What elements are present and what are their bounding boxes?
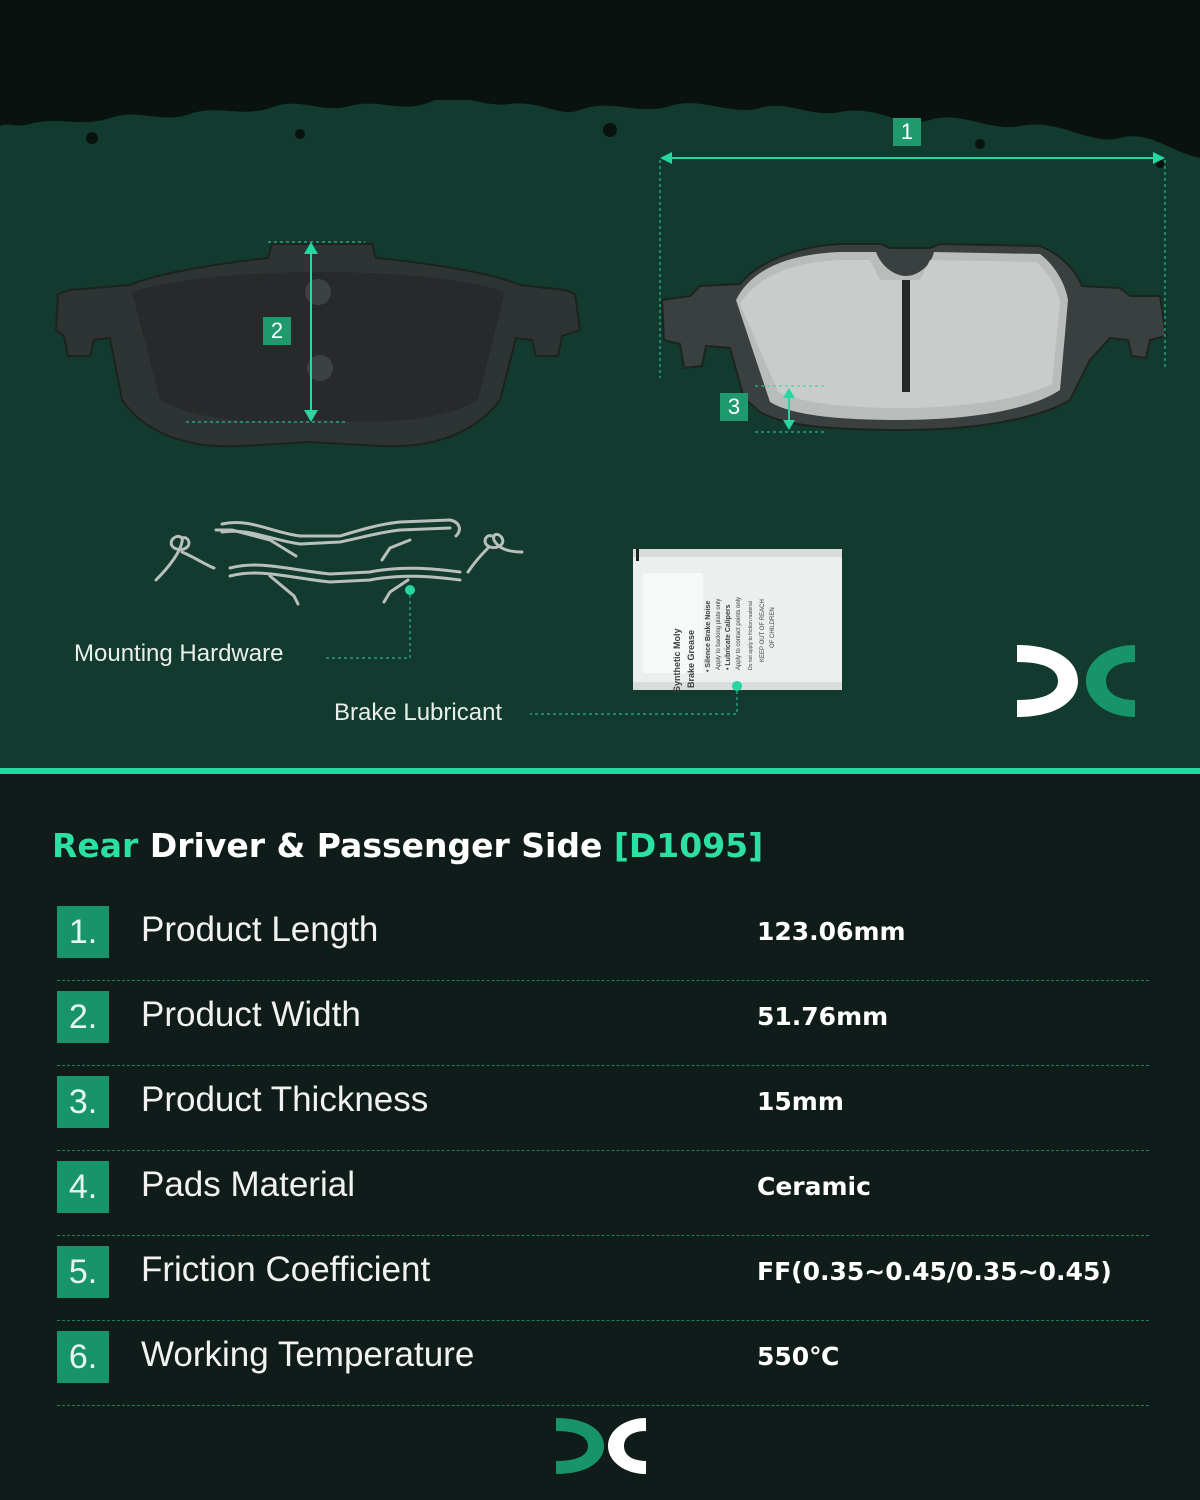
spec-row [57,1325,1149,1410]
brand-logo-icon [1017,645,1135,717]
packet-line-9: OF CHILDREN [770,607,776,648]
packet-line-1: Synthetic Moly [672,628,682,692]
packet-line-8: KEEP OUT OF REACH [760,599,766,662]
spec-label: Product Length [141,910,379,949]
hardware-callout-dot [405,585,415,595]
row-separator [57,1150,1149,1151]
brake-lubricant-label: Brake Lubricant [334,699,503,726]
title-position: Rear [52,826,139,865]
packet-line-5: • Lubricate Calipers [725,604,732,670]
spec-row [57,1155,1149,1240]
spec-index: 5. [57,1246,109,1298]
brand-logo-icon [540,1412,660,1482]
row-separator [57,1320,1149,1321]
spec-row [57,900,1149,985]
mounting-hardware-label: Mounting Hardware [74,640,284,667]
dimension-tag-2: 2 [263,317,291,345]
spec-index: 2. [57,991,109,1043]
title-code: [D1095] [613,826,764,865]
packet-line-3: • Silence Brake Noise [705,600,712,672]
packet-line-2: Brake Grease [686,629,696,688]
spec-label: Working Temperature [141,1335,475,1374]
spec-value: 51.76mm [757,1002,889,1031]
spec-index: 6. [57,1331,109,1383]
lubricant-callout-line [530,691,737,714]
spec-label: Pads Material [141,1165,355,1204]
row-separator [57,1065,1149,1066]
spec-row [57,1240,1149,1325]
packet-line-7: Do not apply to friction material [748,601,754,670]
row-separator [57,1405,1149,1406]
spec-row [57,985,1149,1070]
spec-label: Product Thickness [141,1080,429,1119]
brake-pad-backing [56,244,580,446]
spec-label: Product Width [141,995,361,1034]
row-separator [57,1235,1149,1236]
packet-line-4: Apply to backing plate only [716,598,722,670]
spec-value: 15mm [757,1087,844,1116]
lubricant-callout-dot [732,681,742,691]
mounting-clip-icon [156,520,522,604]
dimension-tag-1: 1 [893,118,921,146]
spec-label: Friction Coefficient [141,1250,431,1289]
title-side: Driver & Passenger Side [149,826,603,865]
spec-value: 550℃ [757,1342,840,1371]
row-separator [57,980,1149,981]
page-title [52,826,763,865]
hardware-callout-line [325,595,410,658]
spec-index: 4. [57,1161,109,1213]
spec-value: 123.06mm [757,917,906,946]
spec-value: Ceramic [757,1172,871,1201]
spec-value: FF(0.35~0.45/0.35~0.45) [757,1257,1112,1286]
spec-index: 3. [57,1076,109,1128]
packet-line-6: Apply to contact points only [736,596,742,670]
spec-index: 1. [57,906,109,958]
dimension-tag-3: 3 [720,393,748,421]
spec-row [57,1070,1149,1155]
